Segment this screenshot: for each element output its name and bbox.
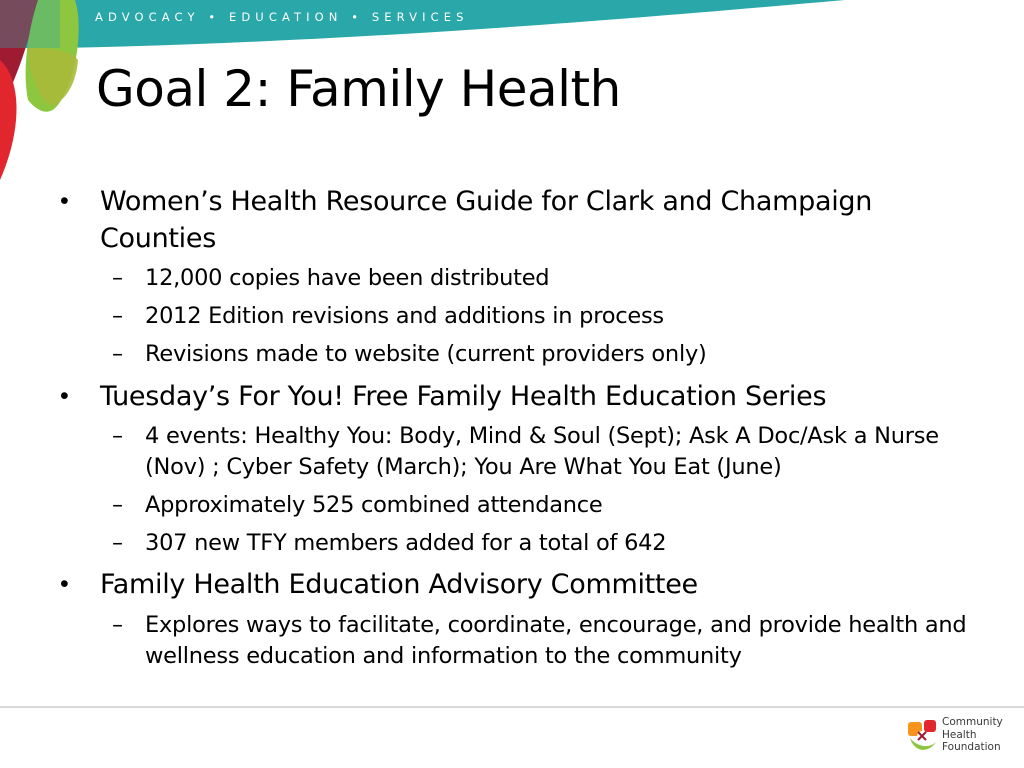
bullet-item: Women’s Health Resource Guide for Clark and Champaign Counties — [100, 186, 873, 254]
logo-line-health: Health — [942, 728, 977, 741]
logo-line-community: Community — [942, 716, 1003, 728]
dash-marker: – — [112, 531, 123, 556]
sub-bullet-item: Explores ways to facilitate, coordinate, encourage, and provide health and wellness education and information to the community — [145, 612, 967, 669]
bullet-marker: • — [60, 187, 69, 215]
header-tagline: ADVOCACY • EDUCATION • SERVICES — [95, 10, 469, 24]
sub-bullet-item: 2012 Edition revisions and additions in process — [145, 303, 664, 329]
logo-text — [942, 716, 1003, 754]
sub-bullet-item: 4 events: Healthy You: Body, Mind & Soul (Sept); Ask A Doc/Ask a Nurse (Nov) ; Cyber Safety (March); You Are What You Eat (June) — [145, 423, 939, 480]
bullet-marker: • — [60, 382, 69, 410]
slide-title: Goal 2: Family Health — [96, 60, 621, 118]
bullet-marker: • — [60, 570, 69, 598]
logo-line-foundation: Foundation — [942, 741, 1001, 753]
logo-icon — [906, 718, 940, 754]
dash-marker: – — [112, 424, 123, 449]
sub-bullet-item: 12,000 copies have been distributed — [145, 265, 550, 291]
teal-banner-shape — [0, 0, 845, 48]
dash-marker: – — [112, 613, 123, 638]
dash-marker: – — [112, 342, 123, 367]
dash-marker: – — [112, 493, 123, 518]
dash-marker: – — [112, 266, 123, 291]
sub-bullet-item: Approximately 525 combined attendance — [145, 492, 603, 518]
community-health-foundation-logo — [906, 716, 1016, 756]
footer-divider — [0, 706, 1024, 708]
sub-bullet-item: Revisions made to website (current providers only) — [145, 341, 707, 367]
bullet-item: Tuesday’s For You! Free Family Health Education Series — [100, 381, 827, 412]
bullet-item: Family Health Education Advisory Committee — [100, 569, 698, 600]
sub-bullet-item: 307 new TFY members added for a total of 642 — [145, 530, 667, 556]
dash-marker: – — [112, 304, 123, 329]
